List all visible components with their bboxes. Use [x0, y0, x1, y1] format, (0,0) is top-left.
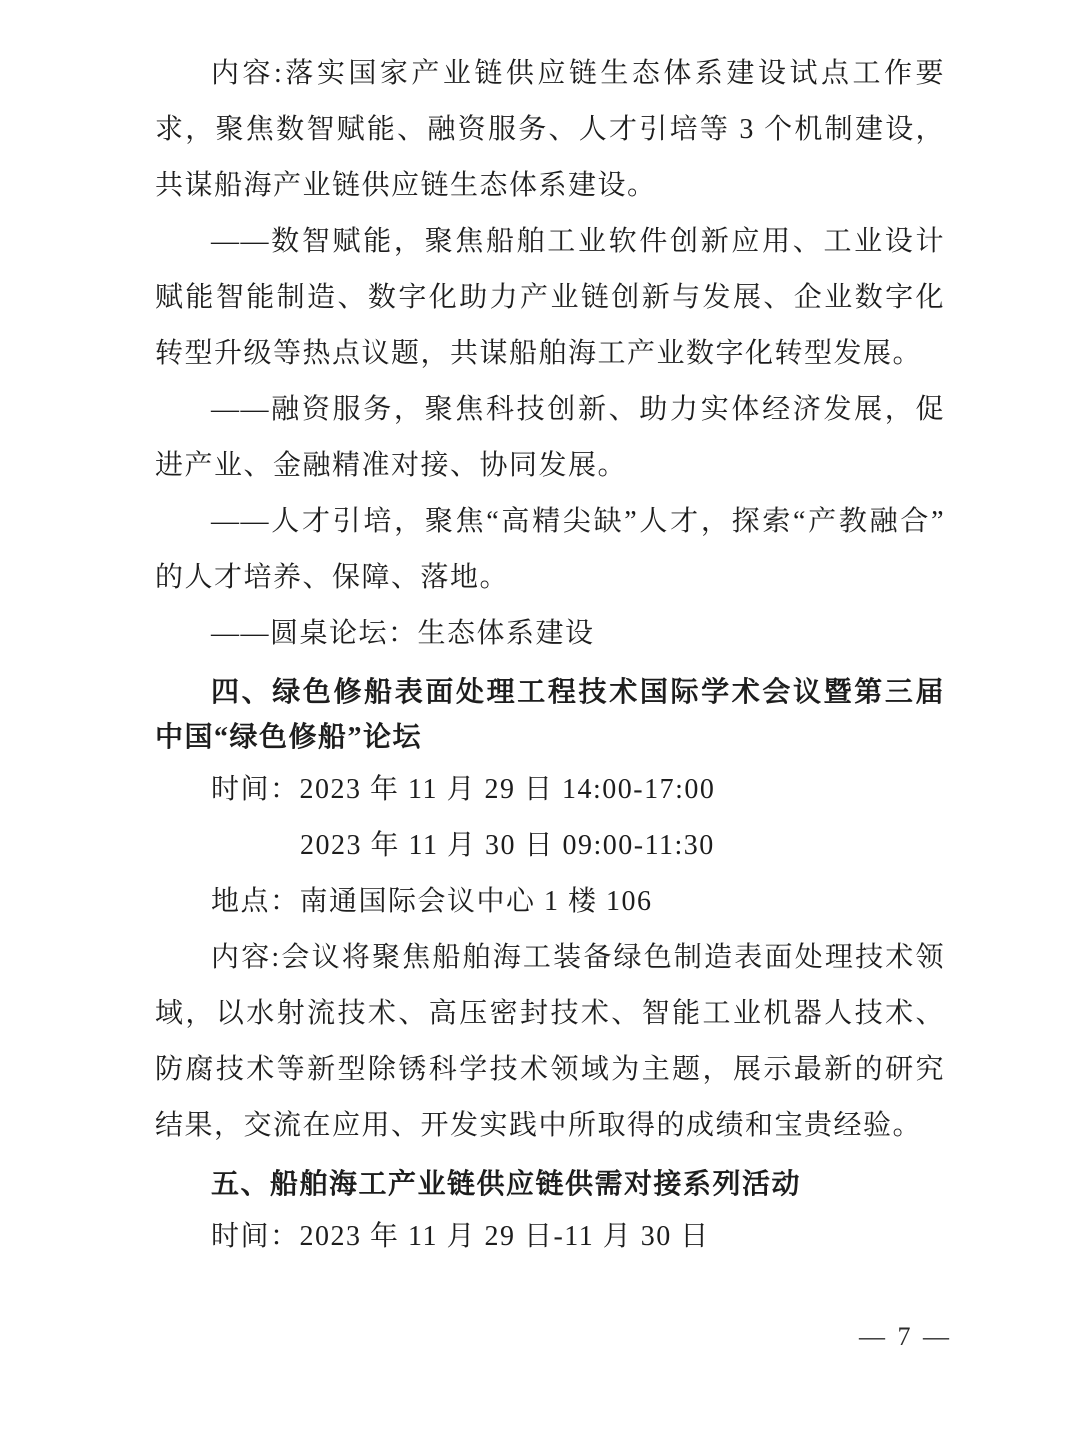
section4-content-paragraph: 内容:会议将聚焦船舶海工装备绿色制造表面处理技术领域，以水射流技术、高压密封技术、智能工业机器人技术、防腐技术等新型除锈科学技术领域为主题，展示最新的研究结果，交流在应用、开发实践中所取得的成绩和宝贵经验。	[155, 942, 945, 1141]
section3-content-paragraph: 内容:落实国家产业链供应链生态体系建设试点工作要求，聚焦数智赋能、融资服务、人才引培等 3 个机制建设，共谋船海产业链供应链生态体系建设。	[155, 58, 945, 201]
section5-heading: 五、船舶海工产业链供应链供需对接系列活动	[211, 1169, 802, 1200]
section4-time-line2: 2023 年 11 月 30 日 09:00-11:30	[300, 830, 715, 861]
dash-item-financing-service: ——融资服务，聚焦科技创新、助力实体经济发展，促进产业、金融精准对接、协同发展。	[155, 394, 945, 481]
dash-item-talent-cultivation: ——人才引培，聚焦“高精尖缺”人才，探索“产教融合”的人才培养、保障、落地。	[155, 506, 945, 593]
section4-time-line1: 时间：2023 年 11 月 29 日 14:00-17:00	[211, 774, 716, 805]
section4-location: 地点：南通国际会议中心 1 楼 106	[211, 886, 653, 917]
section4-heading: 四、绿色修船表面处理工程技术国际学术会议暨第三届中国“绿色修船”论坛	[155, 677, 945, 753]
dash-item-digital-empowerment: ——数智赋能，聚焦船舶工业软件创新应用、工业设计赋能智能制造、数字化助力产业链创新与发展、企业数字化转型升级等热点议题，共谋船舶海工产业数字化转型发展。	[155, 226, 945, 369]
section5-time: 时间：2023 年 11 月 29 日-11 月 30 日	[211, 1221, 710, 1252]
dash-item-roundtable-forum: ——圆桌论坛：生态体系建设	[211, 618, 595, 649]
page-number: — 7 —	[859, 1322, 952, 1351]
